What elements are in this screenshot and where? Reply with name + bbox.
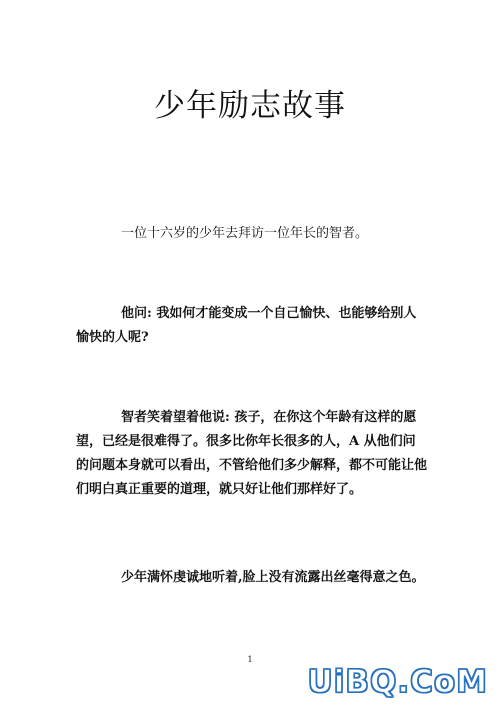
- paragraph-1: 一位十六岁的少年去拜访一位年长的智者。: [121, 226, 369, 241]
- document-title: 少年励志故事: [154, 88, 346, 124]
- watermark-logo: UiBQ.CoM: [307, 664, 488, 700]
- page-number: 1: [247, 655, 253, 664]
- paragraph-4: 少年满怀虔诚地听着,脸上没有流露出丝毫得意之色。: [121, 570, 425, 585]
- paragraph-2: 他问: 我如何才能变成一个自己愉快、也能够给别人愉快的人呢?: [76, 306, 417, 345]
- paragraph-3: 智者笑着望着他说: 孩子，在你这个年龄有这样的愿望，已经是很难得了。很多比你年长很多的人，A 从他们问的问题本身就可以看出，不管给他们多少解释，都不可能让他们明白真正重要的道理，就只好让他们那样好了。: [76, 410, 428, 497]
